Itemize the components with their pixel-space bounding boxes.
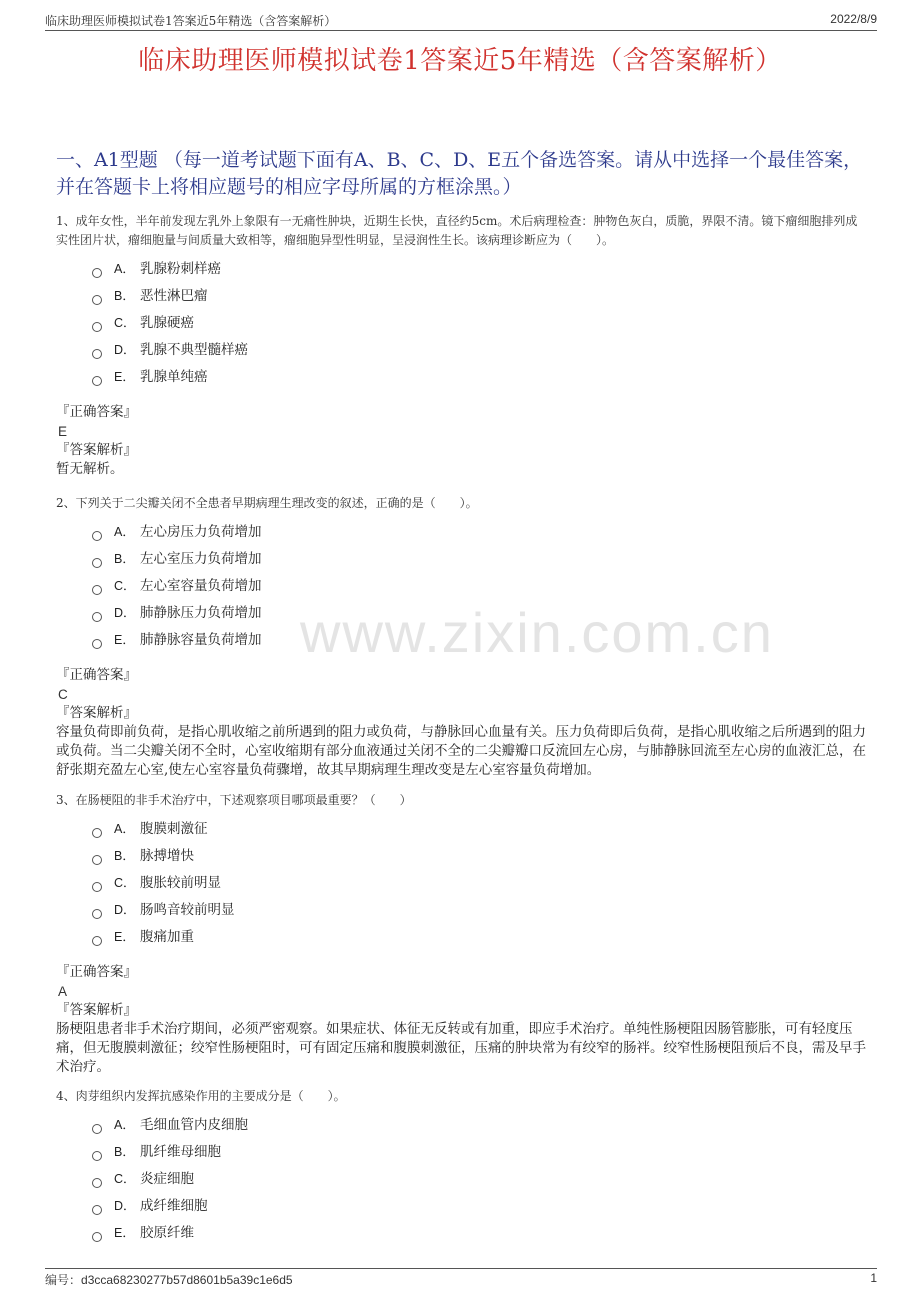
option-text: 左心室容量负荷增加	[140, 578, 262, 594]
option-letter: C．	[114, 876, 136, 890]
option-letter: A．	[114, 262, 135, 276]
option-b[interactable]	[56, 843, 866, 870]
radio-icon[interactable]	[92, 1124, 102, 1134]
radio-icon[interactable]	[92, 268, 102, 278]
section-title: 一、A1型题 （每一道考试题下面有A、B、C、D、E五个备选答案。请从中选择一个最佳答案，并在答题卡上将相应题号的相应字母所属的方框涂黑。）	[56, 149, 863, 198]
question-text: 2、下列关于二尖瓣关闭不全患者早期病理生理改变的叙述，正确的是（ ）。	[56, 496, 478, 510]
option-text: 肌纤维母细胞	[140, 1144, 221, 1160]
doc-code-value: d3cca68230277b57d8601b5a39c1e6d5	[81, 1273, 293, 1287]
option-letter: E．	[114, 930, 135, 944]
option-text: 肺静脉容量负荷增加	[140, 632, 262, 648]
option-text: 左心房压力负荷增加	[140, 524, 262, 540]
question-text: 1、成年女性，半年前发现左乳外上象限有一无痛性肿块，近期生长快，直径约5cm。术后病理检查：肿物色灰白，质脆，界限不清。镜下瘤细胞排列成实性团片状，瘤细胞量与间质量大致相等，瘤细胞异型性明显，呈浸润性生长。该病理诊断应为（ ）。	[56, 214, 858, 247]
radio-icon[interactable]	[92, 322, 102, 332]
option-letter: B．	[114, 289, 135, 303]
doc-code	[45, 1271, 293, 1288]
option-b[interactable]	[56, 1139, 866, 1166]
option-d[interactable]	[56, 600, 866, 627]
option-letter: B．	[114, 552, 135, 566]
option-a[interactable]	[56, 256, 866, 283]
analysis-label: 『答案解析』	[56, 705, 137, 721]
option-d[interactable]	[56, 897, 866, 924]
option-text: 乳腺粉刺样癌	[140, 261, 221, 277]
option-text: 肠鸣音较前明显	[140, 902, 235, 918]
radio-icon[interactable]	[92, 936, 102, 946]
option-text: 恶性淋巴瘤	[140, 288, 208, 304]
question-text: 4、肉芽组织内发挥抗感染作用的主要成分是（ ）。	[56, 1089, 346, 1103]
question-3	[56, 791, 866, 1077]
correct-answer-label: 『正确答案』	[56, 667, 137, 683]
option-c[interactable]	[56, 1166, 866, 1193]
answer-block	[56, 403, 866, 479]
option-text: 胶原纤维	[140, 1225, 194, 1241]
page-header	[45, 12, 877, 31]
option-letter: C．	[114, 579, 136, 593]
question-2	[56, 494, 866, 780]
option-letter: E．	[114, 633, 135, 647]
option-e[interactable]	[56, 364, 866, 391]
header-doc-name: 临床助理医师模拟试卷1答案近5年精选（含答案解析）	[45, 14, 337, 28]
options-list	[56, 519, 866, 654]
option-a[interactable]	[56, 1112, 866, 1139]
option-c[interactable]	[56, 870, 866, 897]
options-list	[56, 256, 866, 391]
option-c[interactable]	[56, 310, 866, 337]
option-text: 乳腺硬癌	[140, 315, 194, 331]
watermark: www.zixin.com.cn	[300, 601, 774, 664]
option-text: 乳腺不典型髓样癌	[140, 342, 248, 358]
answer-block	[56, 963, 866, 1077]
option-letter: A．	[114, 525, 135, 539]
option-letter: C．	[114, 316, 136, 330]
option-d[interactable]	[56, 337, 866, 364]
option-letter: E．	[114, 370, 135, 384]
answer-block	[56, 666, 866, 780]
radio-icon[interactable]	[92, 558, 102, 568]
options-list	[56, 1112, 866, 1247]
radio-icon[interactable]	[92, 855, 102, 865]
option-letter: D．	[114, 606, 136, 620]
option-e[interactable]	[56, 1220, 866, 1247]
option-text: 腹膜刺激征	[140, 821, 208, 837]
option-letter: B．	[114, 849, 135, 863]
radio-icon[interactable]	[92, 909, 102, 919]
option-text: 左心室压力负荷增加	[140, 551, 262, 567]
correct-answer-label: 『正确答案』	[56, 404, 137, 420]
radio-icon[interactable]	[92, 1205, 102, 1215]
page-number: 1	[870, 1271, 877, 1285]
correct-answer-value: A	[58, 984, 68, 999]
option-letter: B．	[114, 1145, 135, 1159]
option-d[interactable]	[56, 1193, 866, 1220]
option-text: 腹胀较前明显	[140, 875, 221, 891]
option-letter: D．	[114, 343, 136, 357]
radio-icon[interactable]	[92, 531, 102, 541]
radio-icon[interactable]	[92, 349, 102, 359]
radio-icon[interactable]	[92, 612, 102, 622]
option-text: 成纤维细胞	[140, 1198, 208, 1214]
page-title: 临床助理医师模拟试卷1答案近5年精选（含答案解析）	[138, 46, 782, 76]
radio-icon[interactable]	[92, 639, 102, 649]
option-text: 毛细血管内皮细胞	[140, 1117, 248, 1133]
option-a[interactable]	[56, 519, 866, 546]
analysis-text: 暂无解析。	[56, 461, 124, 477]
option-letter: A．	[114, 1118, 135, 1132]
option-e[interactable]	[56, 627, 866, 654]
radio-icon[interactable]	[92, 1178, 102, 1188]
option-b[interactable]	[56, 546, 866, 573]
option-text: 炎症细胞	[140, 1171, 194, 1187]
option-letter: D．	[114, 1199, 136, 1213]
option-text: 肺静脉压力负荷增加	[140, 605, 262, 621]
radio-icon[interactable]	[92, 1151, 102, 1161]
correct-answer-label: 『正确答案』	[56, 964, 137, 980]
question-1	[56, 212, 866, 479]
radio-icon[interactable]	[92, 295, 102, 305]
correct-answer-value: C	[58, 687, 68, 702]
radio-icon[interactable]	[92, 1232, 102, 1242]
radio-icon[interactable]	[92, 585, 102, 595]
option-c[interactable]	[56, 573, 866, 600]
option-a[interactable]	[56, 816, 866, 843]
option-b[interactable]	[56, 283, 866, 310]
analysis-text: 容量负荷即前负荷，是指心肌收缩之前所遇到的阻力或负荷，与静脉回心血量有关。压力负荷即后负荷，是指心肌收缩之后所遇到的阻力或负荷。当二尖瓣关闭不全时，心室收缩期有部分血液通过关闭不全的二尖瓣瓣口反流回左心房，与肺静脉回流至左心房的血液汇总，在舒张期充盈左心室,使左心室容量负荷骤增，故其早期病理生理改变是左心室容量负荷增加。	[56, 724, 866, 778]
question-text: 3、在肠梗阻的非手术治疗中，下述观察项目哪项最重要？（ ）	[56, 793, 412, 807]
option-letter: D．	[114, 903, 136, 917]
option-letter: E．	[114, 1226, 135, 1240]
radio-icon[interactable]	[92, 828, 102, 838]
option-text: 腹痛加重	[140, 929, 194, 945]
options-list	[56, 816, 866, 951]
radio-icon[interactable]	[92, 376, 102, 386]
correct-answer-value: E	[58, 424, 68, 439]
page-footer	[45, 1268, 877, 1287]
option-letter: C．	[114, 1172, 136, 1186]
analysis-text: 肠梗阻患者非手术治疗期间，必须严密观察。如果症状、体征无反转或有加重，即应手术治疗。单纯性肠梗阻因肠管膨胀，可有轻度压痛，但无腹膜刺激征；绞窄性肠梗阻时，可有固定压痛和腹膜刺激征，压痛的肿块常为有绞窄的肠袢。绞窄性肠梗阻预后不良，需及早手术治疗。	[56, 1021, 866, 1075]
option-letter: A．	[114, 822, 135, 836]
radio-icon[interactable]	[92, 882, 102, 892]
header-date: 2022/8/9	[830, 12, 877, 26]
doc-code-label: 编号：	[45, 1273, 82, 1287]
question-4	[56, 1087, 866, 1247]
analysis-label: 『答案解析』	[56, 1002, 137, 1018]
option-text: 乳腺单纯癌	[140, 369, 208, 385]
option-e[interactable]	[56, 924, 866, 951]
option-text: 脉搏增快	[140, 848, 194, 864]
analysis-label: 『答案解析』	[56, 442, 137, 458]
